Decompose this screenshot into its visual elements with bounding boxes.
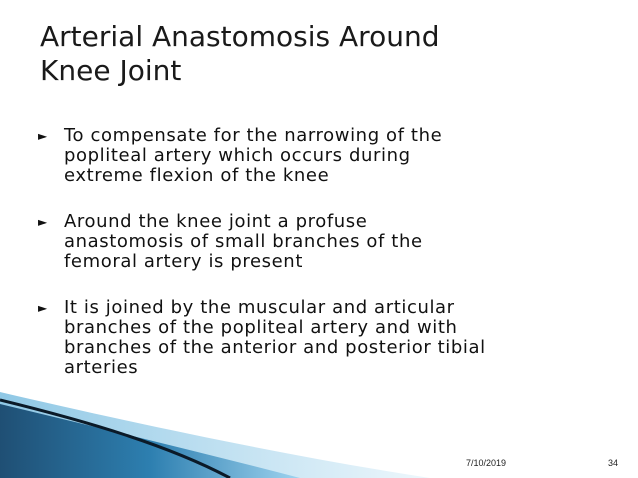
bullet-3-line-3: branches of the anterior and posterior tibial bbox=[64, 337, 486, 358]
bullet-1-line-2: popliteal artery which occurs during bbox=[64, 145, 411, 166]
bullet-2-line-1: Around the knee joint a profuse bbox=[64, 211, 368, 232]
title-line-1: Arterial Anastomosis Around bbox=[40, 20, 440, 53]
footer-page-number: 34 bbox=[608, 458, 619, 468]
footer-date: 7/10/2019 bbox=[466, 458, 507, 468]
bullet-item-1 bbox=[36, 126, 616, 186]
bullet-arrow-icon: ► bbox=[38, 301, 48, 315]
bullet-2-line-2: anastomosis of small branches of the bbox=[64, 231, 423, 252]
swoosh-main bbox=[0, 404, 300, 478]
title-line-2: Knee Joint bbox=[40, 54, 182, 87]
bullet-2-line-3: femoral artery is present bbox=[64, 251, 303, 272]
slide-title bbox=[40, 20, 600, 88]
swoosh-light bbox=[0, 392, 430, 478]
bullet-arrow-icon: ► bbox=[38, 129, 48, 143]
bullet-arrow-icon: ► bbox=[38, 215, 48, 229]
bullet-3-line-2: branches of the popliteal artery and with bbox=[64, 317, 458, 338]
bullet-3-line-4: arteries bbox=[64, 357, 139, 378]
swoosh-dark-stroke bbox=[0, 400, 230, 478]
bullet-item-2 bbox=[36, 212, 616, 272]
bullet-list bbox=[36, 126, 616, 404]
bullet-1-line-3: extreme flexion of the knee bbox=[64, 165, 330, 186]
bullet-3-line-1: It is joined by the muscular and articular bbox=[64, 297, 455, 318]
bullet-1-line-1: To compensate for the narrowing of the bbox=[64, 125, 443, 146]
bullet-item-3 bbox=[36, 298, 616, 378]
